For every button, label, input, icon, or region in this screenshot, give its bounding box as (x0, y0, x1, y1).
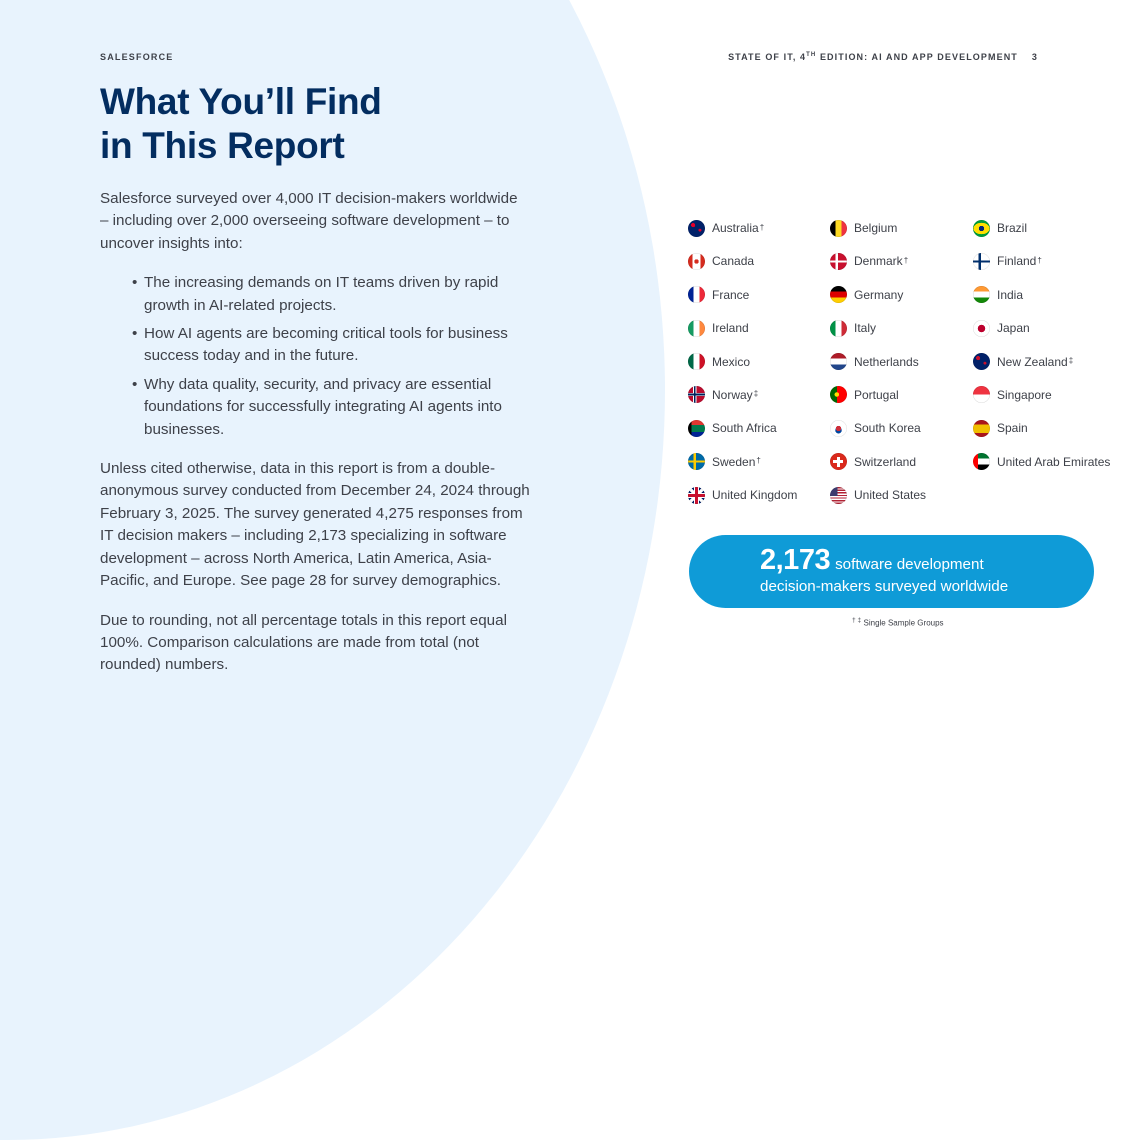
country-name: Canada (712, 254, 755, 269)
norway-flag-icon (688, 386, 705, 403)
germany-flag-icon (830, 286, 847, 303)
belgium-flag-icon (830, 220, 847, 237)
country-name: South Korea (854, 421, 921, 436)
stat-callout (689, 535, 1094, 608)
portugal-flag-icon (830, 386, 847, 403)
south-korea-flag-icon (830, 420, 847, 437)
country-item (688, 452, 830, 472)
rounding-note-paragraph: Due to rounding, not all percentage totals in this report equal 100%. Comparison calculations are made from total (not rounded) numbers. (100, 611, 507, 674)
netherlands-flag-icon (830, 353, 847, 370)
india-flag-icon (973, 286, 990, 303)
report-title-post: EDITION: AI AND APP DEVELOPMENT (816, 52, 1018, 62)
country-name: Ireland (712, 321, 749, 336)
italy-flag-icon (830, 320, 847, 337)
country-item (688, 318, 830, 338)
mexico-flag-icon (688, 353, 705, 370)
country-item (973, 352, 1123, 372)
country-name: Netherlands (854, 354, 919, 369)
sweden-flag-icon (688, 453, 705, 470)
body-text (100, 188, 530, 694)
country-name: Australia (712, 221, 759, 235)
country-item (830, 485, 973, 505)
country-name: Belgium (854, 221, 898, 235)
stat-label-line-2: decision-makers surveyed worldwide (760, 578, 1009, 595)
stat-value: 2,173 (760, 544, 831, 576)
running-header (728, 52, 1038, 62)
country-name: Singapore (997, 387, 1052, 402)
country-item (688, 485, 830, 505)
country-item (973, 418, 1123, 438)
page-title (100, 80, 530, 168)
country-name: Spain (997, 421, 1028, 436)
country-item (688, 251, 830, 271)
intro-paragraph: Salesforce surveyed over 4,000 IT decision-makers worldwide – including over 2,000 overseeing software development – to uncover insights into: (100, 190, 518, 252)
country-name: Norway (712, 387, 753, 402)
country-item (830, 418, 973, 438)
south-africa-flag-icon (688, 420, 705, 437)
country-name: United Arab Emirates (997, 454, 1111, 469)
country-name: Japan (997, 321, 1030, 336)
country-name: Mexico (712, 354, 751, 369)
sample-group-mark: † (759, 222, 765, 232)
country-item (830, 251, 973, 271)
japan-flag-icon (973, 320, 990, 337)
country-item (973, 318, 1123, 338)
page-number: 3 (1031, 52, 1038, 62)
country-item (973, 452, 1123, 472)
page-title-line-2: in This Report (100, 125, 345, 166)
country-item (688, 385, 830, 405)
sample-group-mark: ‡ (1068, 356, 1074, 366)
insight-list (100, 272, 530, 441)
footnote (852, 617, 944, 628)
insight-item: • How AI agents are becoming critical tools for business success today and in the future. (144, 323, 530, 368)
canada-flag-icon (688, 253, 705, 270)
stat-label-line-1: software development (835, 556, 984, 573)
country-item (830, 218, 973, 238)
country-name: New Zealand (997, 354, 1068, 369)
footnote-marks: † ‡ (852, 617, 862, 624)
new-zealand-flag-icon (973, 353, 990, 370)
country-item (688, 352, 830, 372)
country-name: United States (854, 488, 927, 503)
footnote-text: Single Sample Groups (863, 618, 944, 628)
sample-group-mark: † (756, 456, 761, 466)
country-item (688, 285, 830, 305)
country-name: Sweden (712, 454, 756, 469)
insight-item: • The increasing demands on IT teams driven by rapid growth in AI-related projects. (144, 272, 530, 317)
country-item (688, 418, 830, 438)
country-name: United Kingdom (712, 488, 798, 503)
country-item (830, 452, 973, 472)
country-item (688, 218, 830, 238)
uae-flag-icon (973, 453, 990, 470)
ireland-flag-icon (688, 320, 705, 337)
sample-group-mark: ‡ (753, 389, 759, 399)
country-name: Germany (854, 287, 904, 302)
country-item (830, 318, 973, 338)
us-flag-icon (830, 487, 847, 504)
country-name: Switzerland (854, 454, 917, 469)
country-item (830, 385, 973, 405)
methodology-paragraph: Unless cited otherwise, data in this report is from a double-anonymous survey conducted from December 24, 2024 through February 3, 2025. The survey generated 4,275 responses from IT decision makers – including 2,173 specializing in software development – across North America, Latin America, Asia-Pacific, and Europe. See page 28 for survey demographics. (100, 460, 530, 590)
country-name: South Africa (712, 421, 777, 436)
country-item (973, 285, 1123, 305)
france-flag-icon (688, 286, 705, 303)
spain-flag-icon (973, 420, 990, 437)
page-title-line-1: What You’ll Find (100, 81, 382, 122)
report-title-superscript: TH (806, 52, 817, 58)
sample-group-mark: † (1037, 255, 1042, 265)
uk-flag-icon (688, 487, 705, 504)
brand-label: SALESFORCE (100, 52, 174, 62)
insight-item: • Why data quality, security, and privacy are essential foundations for successfully integrating AI agents into businesses. (144, 374, 530, 441)
country-item (973, 385, 1123, 405)
country-name: Portugal (854, 387, 899, 402)
australia-flag-icon (688, 220, 705, 237)
country-name: Finland (997, 254, 1037, 269)
sample-group-mark: † (903, 255, 909, 265)
country-name: Brazil (997, 221, 1028, 235)
country-name: Denmark (854, 254, 903, 269)
finland-flag-icon (973, 253, 990, 270)
report-title-pre: STATE OF IT, 4 (728, 52, 807, 62)
country-name: France (712, 287, 750, 302)
brazil-flag-icon (973, 220, 990, 237)
singapore-flag-icon (973, 386, 990, 403)
denmark-flag-icon (830, 253, 847, 270)
country-item (830, 285, 973, 305)
country-item (973, 251, 1123, 271)
country-item (830, 352, 973, 372)
country-list (688, 218, 1123, 519)
country-name: Italy (854, 321, 877, 336)
country-item (973, 218, 1123, 238)
country-name: India (997, 287, 1024, 302)
switzerland-flag-icon (830, 453, 847, 470)
